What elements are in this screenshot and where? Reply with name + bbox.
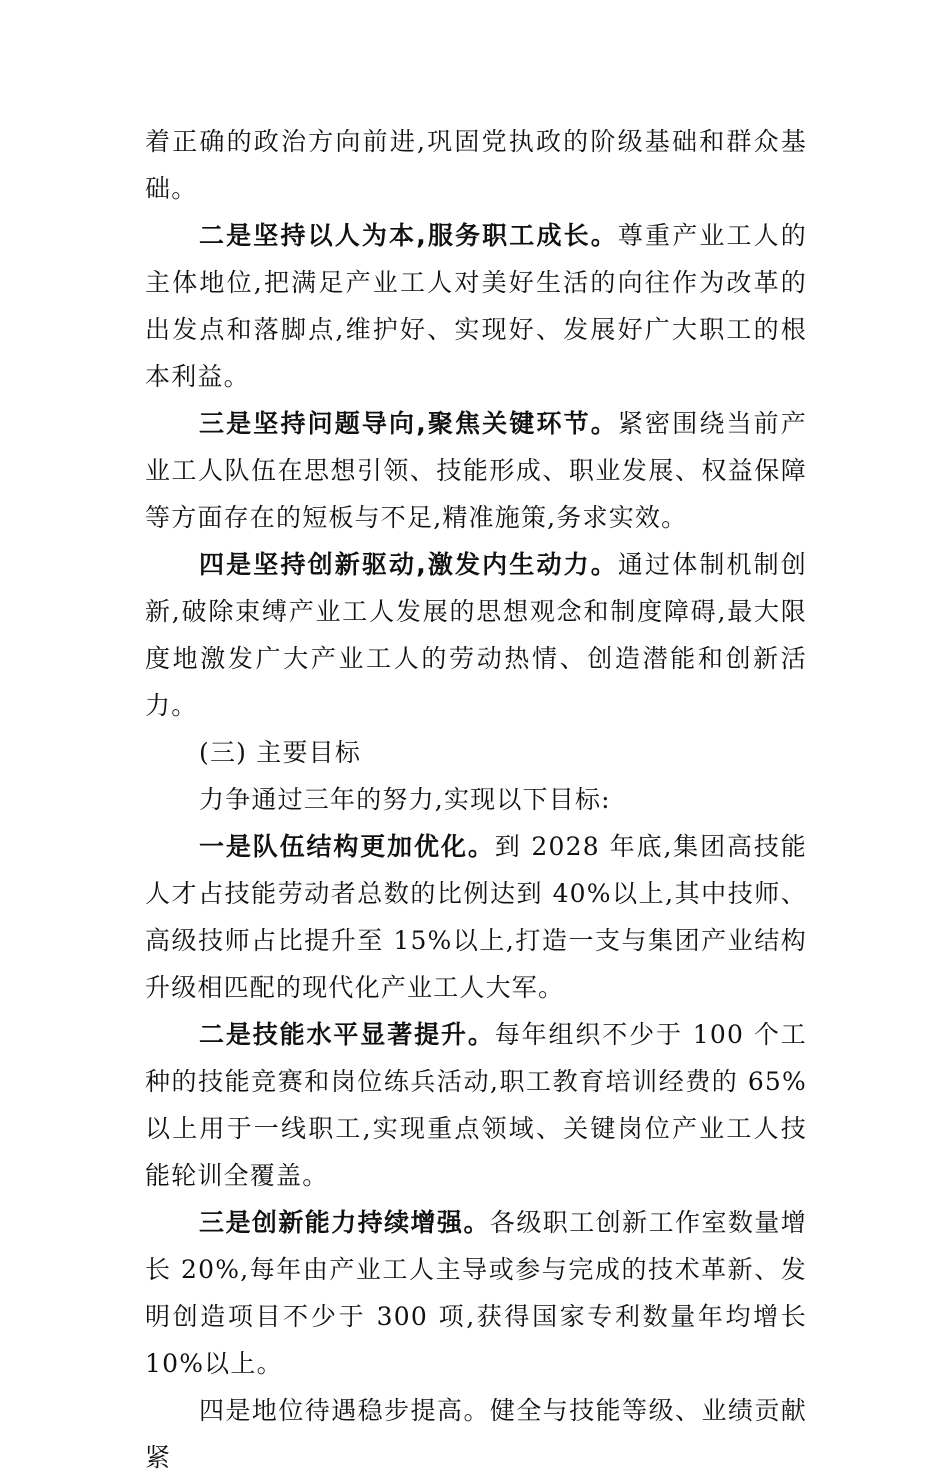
paragraph-lead: 二是技能水平显著提升。 bbox=[199, 1020, 495, 1049]
paragraph-continuation bbox=[145, 118, 807, 212]
paragraph-lead: 三是创新能力持续增强。 bbox=[199, 1208, 490, 1237]
paragraph-goal-2 bbox=[145, 1011, 807, 1199]
paragraph-lead: 二是坚持以人为本,服务职工成长。 bbox=[199, 221, 618, 250]
section-heading-text: (三) 主要目标 bbox=[199, 738, 362, 767]
paragraph-principle-3 bbox=[145, 400, 807, 541]
paragraph-text: 通过体制机制创新,破除束缚产业工人发展的思想观念和制度障碍,最大限度地激发广大产业工人的劳动热情、创造潜能和创新活力。 bbox=[145, 550, 808, 720]
paragraph-text: 力争通过三年的努力,实现以下目标: bbox=[199, 785, 611, 814]
paragraph-goal-3 bbox=[145, 1199, 807, 1387]
paragraph-principle-2 bbox=[145, 212, 807, 400]
paragraph-lead: 四是坚持创新驱动,激发内生动力。 bbox=[199, 550, 618, 579]
paragraph-goal-4 bbox=[145, 1387, 807, 1481]
paragraph-text: 每年组织不少于 100 个工种的技能竞赛和岗位练兵活动,职工教育培训经费的 65%以上用于一线职工,实现重点领域、关键岗位产业工人技能轮训全覆盖。 bbox=[145, 1020, 807, 1190]
paragraph-text: 四是地位待遇稳步提高。健全与技能等级、业绩贡献紧 bbox=[145, 1396, 807, 1472]
paragraph-text: 到 2028 年底,集团高技能人才占技能劳动者总数的比例达到 40%以上,其中技师、高级技师占比提升至 15%以上,打造一支与集团产业结构升级相匹配的现代化产业工人大军。 bbox=[145, 832, 808, 1002]
paragraph-text: 着正确的政治方向前进,巩固党执政的阶级基础和群众基础。 bbox=[145, 127, 807, 203]
paragraph-principle-4 bbox=[145, 541, 807, 729]
paragraph-text: 紧密围绕当前产业工人队伍在思想引领、技能形成、职业发展、权益保障等方面存在的短板与不足,精准施策,务求实效。 bbox=[145, 409, 808, 532]
paragraph-goal-1 bbox=[145, 823, 807, 1011]
paragraph-lead: 三是坚持问题导向,聚焦关键环节。 bbox=[199, 409, 618, 438]
paragraph-text: 各级职工创新工作室数量增长 20%,每年由产业工人主导或参与完成的技术革新、发明创造项目不少于 300 项,获得国家专利数量年均增长 10%以上。 bbox=[145, 1208, 808, 1378]
paragraph-text: 尊重产业工人的主体地位,把满足产业工人对美好生活的向往作为改革的出发点和落脚点,维护好、实现好、发展好广大职工的根本利益。 bbox=[145, 221, 808, 391]
paragraph-lead: 一是队伍结构更加优化。 bbox=[199, 832, 495, 861]
document-body bbox=[145, 118, 807, 1481]
section-heading bbox=[145, 729, 807, 776]
paragraph-goals-intro bbox=[145, 776, 807, 823]
